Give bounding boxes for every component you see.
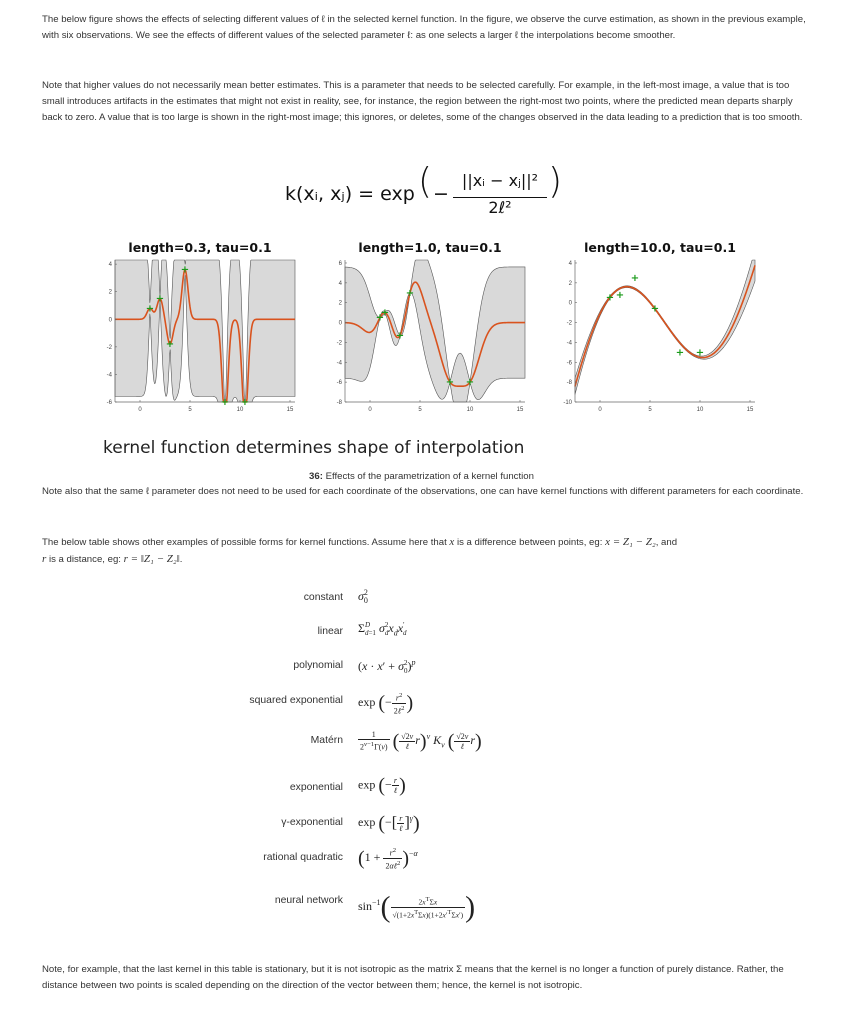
observation-point: +	[180, 264, 190, 276]
observation-point: +	[445, 377, 455, 389]
note-paragraph: Note that higher values do not necessarily mean better estimates. This is a parameter that needs to be selected carefully. For example, in the left-most image, a value that is too small introduces artifacts in the estimates that might not exist in reality, see, for instance, the region between the right-most two points, where the predicted mean departs sharply back to zero. A value that is too large is shown in the right-most image; this ignores, or deletes, some of the changes observed in the data leading to a prediction that is too smooth.	[42, 80, 803, 123]
kernel-name: rational quadratic	[263, 852, 343, 863]
x-tick-label: 10	[236, 407, 244, 413]
x-tick-label: 15	[746, 407, 754, 413]
table-intro-eq2: r = ‖Z₁ − Z₂‖	[123, 553, 180, 565]
y-tick-label: 4	[338, 280, 342, 287]
x-tick-label: 0	[138, 407, 142, 413]
kernel-formula-neural-network: $\sin^{-1}$( $\frac{2x^T\Sigma x}{√(1+2x^T\Sigma x)(1+2x'^T\Sigma x')}$ )	[358, 890, 476, 924]
observation-point: +	[465, 377, 475, 389]
kernel-row-constant	[0, 590, 843, 620]
plot-svg	[560, 242, 760, 422]
plot-title: length=10.0, tau=0.1	[584, 240, 736, 255]
kernel-name: Matérn	[310, 735, 343, 746]
figure-caption-number: 36:	[309, 471, 323, 482]
x-tick-label: 5	[418, 407, 422, 413]
table-intro	[42, 534, 807, 568]
kernel-formula-polynomial: (x · x′ + σ 2 0 )$^p$	[358, 658, 416, 676]
x-tick-label: 0	[598, 407, 602, 413]
plot-title: length=1.0, tau=0.1	[358, 240, 502, 255]
kernel-formula-rational-quadratic: (1 + $\frac{r^2}{2\alpha\ell^2}$ )$^{-\alpha}$	[358, 847, 418, 871]
kernel-formula-squared-exponential: exp (− $\frac{r^2}{2\ell^2}$ )	[358, 692, 414, 716]
y-tick-label: -8	[336, 400, 342, 406]
gp-plot-length-10.0	[560, 242, 760, 422]
y-tick-label: 0	[108, 317, 112, 324]
y-tick-label: -6	[336, 380, 342, 387]
y-tick-label: -4	[106, 372, 112, 379]
table-intro-text-b: is a difference between points, eg:	[454, 537, 606, 548]
mean-line	[575, 265, 755, 386]
gp-plot-length-0.3	[100, 242, 300, 422]
y-tick-label: 2	[338, 300, 342, 307]
observation-point: +	[650, 303, 660, 315]
observation-point: +	[630, 272, 640, 284]
observation-point: +	[155, 293, 165, 305]
y-tick-label: -10	[563, 400, 572, 406]
y-tick-label: -6	[566, 360, 572, 367]
x-tick-label: 15	[516, 407, 524, 413]
y-tick-label: 0	[568, 300, 572, 307]
y-tick-label: -2	[566, 320, 572, 327]
observation-point: +	[240, 397, 250, 408]
kernel-row-squared-exponential	[0, 693, 843, 723]
uncertainty-band	[115, 260, 295, 402]
kernel-name: exponential	[289, 782, 343, 793]
observation-point: +	[375, 312, 385, 324]
kernel-row-exponential	[0, 774, 843, 810]
y-tick-label: 6	[338, 260, 342, 267]
table-intro-text-a: The below table shows other examples of possible forms for kernel functions. Assume here that	[42, 537, 450, 548]
y-tick-label: -4	[566, 340, 572, 347]
figure-title: kernel function determines shape of interpolation	[103, 438, 525, 458]
table-intro-text-e: .	[179, 554, 183, 565]
y-tick-label: 0	[338, 320, 342, 327]
observation-point: +	[380, 307, 390, 319]
y-tick-label: -8	[566, 380, 572, 387]
kernel-formula-exponential: exp (− $\frac{r}{\text{ℓ}}$ )	[358, 774, 406, 797]
x-tick-label: 5	[188, 407, 192, 413]
kernel-name: squared exponential	[249, 695, 343, 706]
formula-lhs: k(xᵢ, xⱼ) = exp	[285, 183, 415, 205]
x-tick-label: 0	[368, 407, 372, 413]
observation-point: +	[405, 287, 415, 299]
x-tick-label: 5	[648, 407, 652, 413]
kernel-row-linear	[0, 621, 843, 654]
x-tick-label: 10	[466, 407, 474, 413]
kernel-row-polynomial	[0, 658, 843, 688]
gp-plot-length-1.0	[330, 242, 530, 422]
table-intro-r: r	[42, 553, 47, 565]
y-tick-label: -2	[336, 340, 342, 347]
kernel-name: linear	[317, 626, 343, 637]
x-tick-label: 15	[286, 407, 294, 413]
table-intro-x: x	[449, 536, 455, 548]
intro-paragraph: The below figure shows the effects of selecting different values of ℓ in the selected kernel function. In the figure, we observe the curve estimation, as shown in the previous example, with six observations. We see the effects of different values of the selected parameter ℓ: as one selects a larger ℓ the interpolations become smoother.	[42, 14, 806, 41]
observation-point: +	[695, 347, 705, 359]
kernel-formula	[285, 161, 565, 226]
figure-caption	[0, 469, 843, 485]
formula-numerator: ||xᵢ − xⱼ||²	[461, 171, 539, 190]
observation-point: +	[605, 292, 615, 304]
table-intro-text-c: , and	[655, 537, 678, 548]
kernel-formula-linear: Σ D d=1 σ 2 d $x_dx$ ′ d	[358, 621, 407, 638]
kernel-formula-matern: $\frac{1}{2^{\nu-1}\Gamma(\nu)}$ ( $\frac{√2\nu}{\text{ℓ}}$ r)$^\nu$ $K_\nu$ ( $\frac{√2\nu}{\text{ℓ}}$ r)	[360, 730, 482, 753]
observation-point: +	[165, 339, 175, 351]
y-tick-label: 2	[568, 280, 572, 287]
observation-point: +	[145, 303, 155, 315]
formula-minus: −	[433, 183, 449, 205]
y-tick-label: 4	[108, 262, 112, 269]
kernel-name: polynomial	[293, 660, 343, 671]
table-intro-eq1: x = Z₁ − Z₂	[605, 536, 656, 548]
y-tick-label: 4	[568, 260, 572, 267]
coordinate-note: Note also that the same ℓ parameter does not need to be used for each coordinate of the observations, one can have kernel functions with different parameters for each coordinate.	[42, 486, 804, 497]
plot-title: length=0.3, tau=0.1	[128, 240, 272, 255]
observation-point: +	[615, 289, 625, 301]
kernel-row-neural-network	[0, 890, 843, 943]
formula-denominator: 2ℓ²	[488, 198, 512, 217]
kernel-name: γ-exponential	[281, 817, 343, 828]
kernel-formula-gamma-exponential: exp (−[ $\frac{r}{\text{ℓ}}$ ]$^\gamma$)	[358, 812, 420, 835]
y-tick-label: -6	[106, 400, 112, 406]
y-tick-label: 2	[108, 289, 112, 296]
kernel-name: neural network	[274, 895, 343, 906]
kernel-row-gamma-exponential	[0, 812, 843, 845]
table-intro-text-d: is a distance, eg:	[46, 554, 124, 565]
uncertainty-band	[575, 260, 755, 395]
stationarity-note: Note, for example, that the last kernel in this table is stationary, but it is not isotropic as the matrix Σ means that the kernel is no longer a function of purely distance. Rather, the distance between two points is scaled depending on the direction of the vector between them; hence, the kernel is not isotropic.	[42, 964, 784, 991]
observation-point: +	[675, 347, 685, 359]
kernel-row-matern	[0, 730, 843, 763]
figure-caption-text: Effects of the parametrization of a kernel function	[325, 471, 534, 482]
formula-paren-right: )	[548, 161, 563, 202]
formula-paren-left: (	[418, 161, 433, 202]
observation-point: +	[220, 397, 230, 408]
y-tick-label: -4	[336, 360, 342, 367]
x-tick-label: 10	[696, 407, 704, 413]
kernel-formula-constant: σ 2 0	[358, 588, 368, 606]
y-tick-label: -2	[106, 344, 112, 351]
plot-svg	[330, 242, 530, 422]
plot-svg	[100, 242, 300, 422]
observation-point: +	[395, 330, 405, 342]
kernel-name: constant	[303, 592, 343, 603]
kernel-row-rational-quadratic	[0, 847, 843, 880]
